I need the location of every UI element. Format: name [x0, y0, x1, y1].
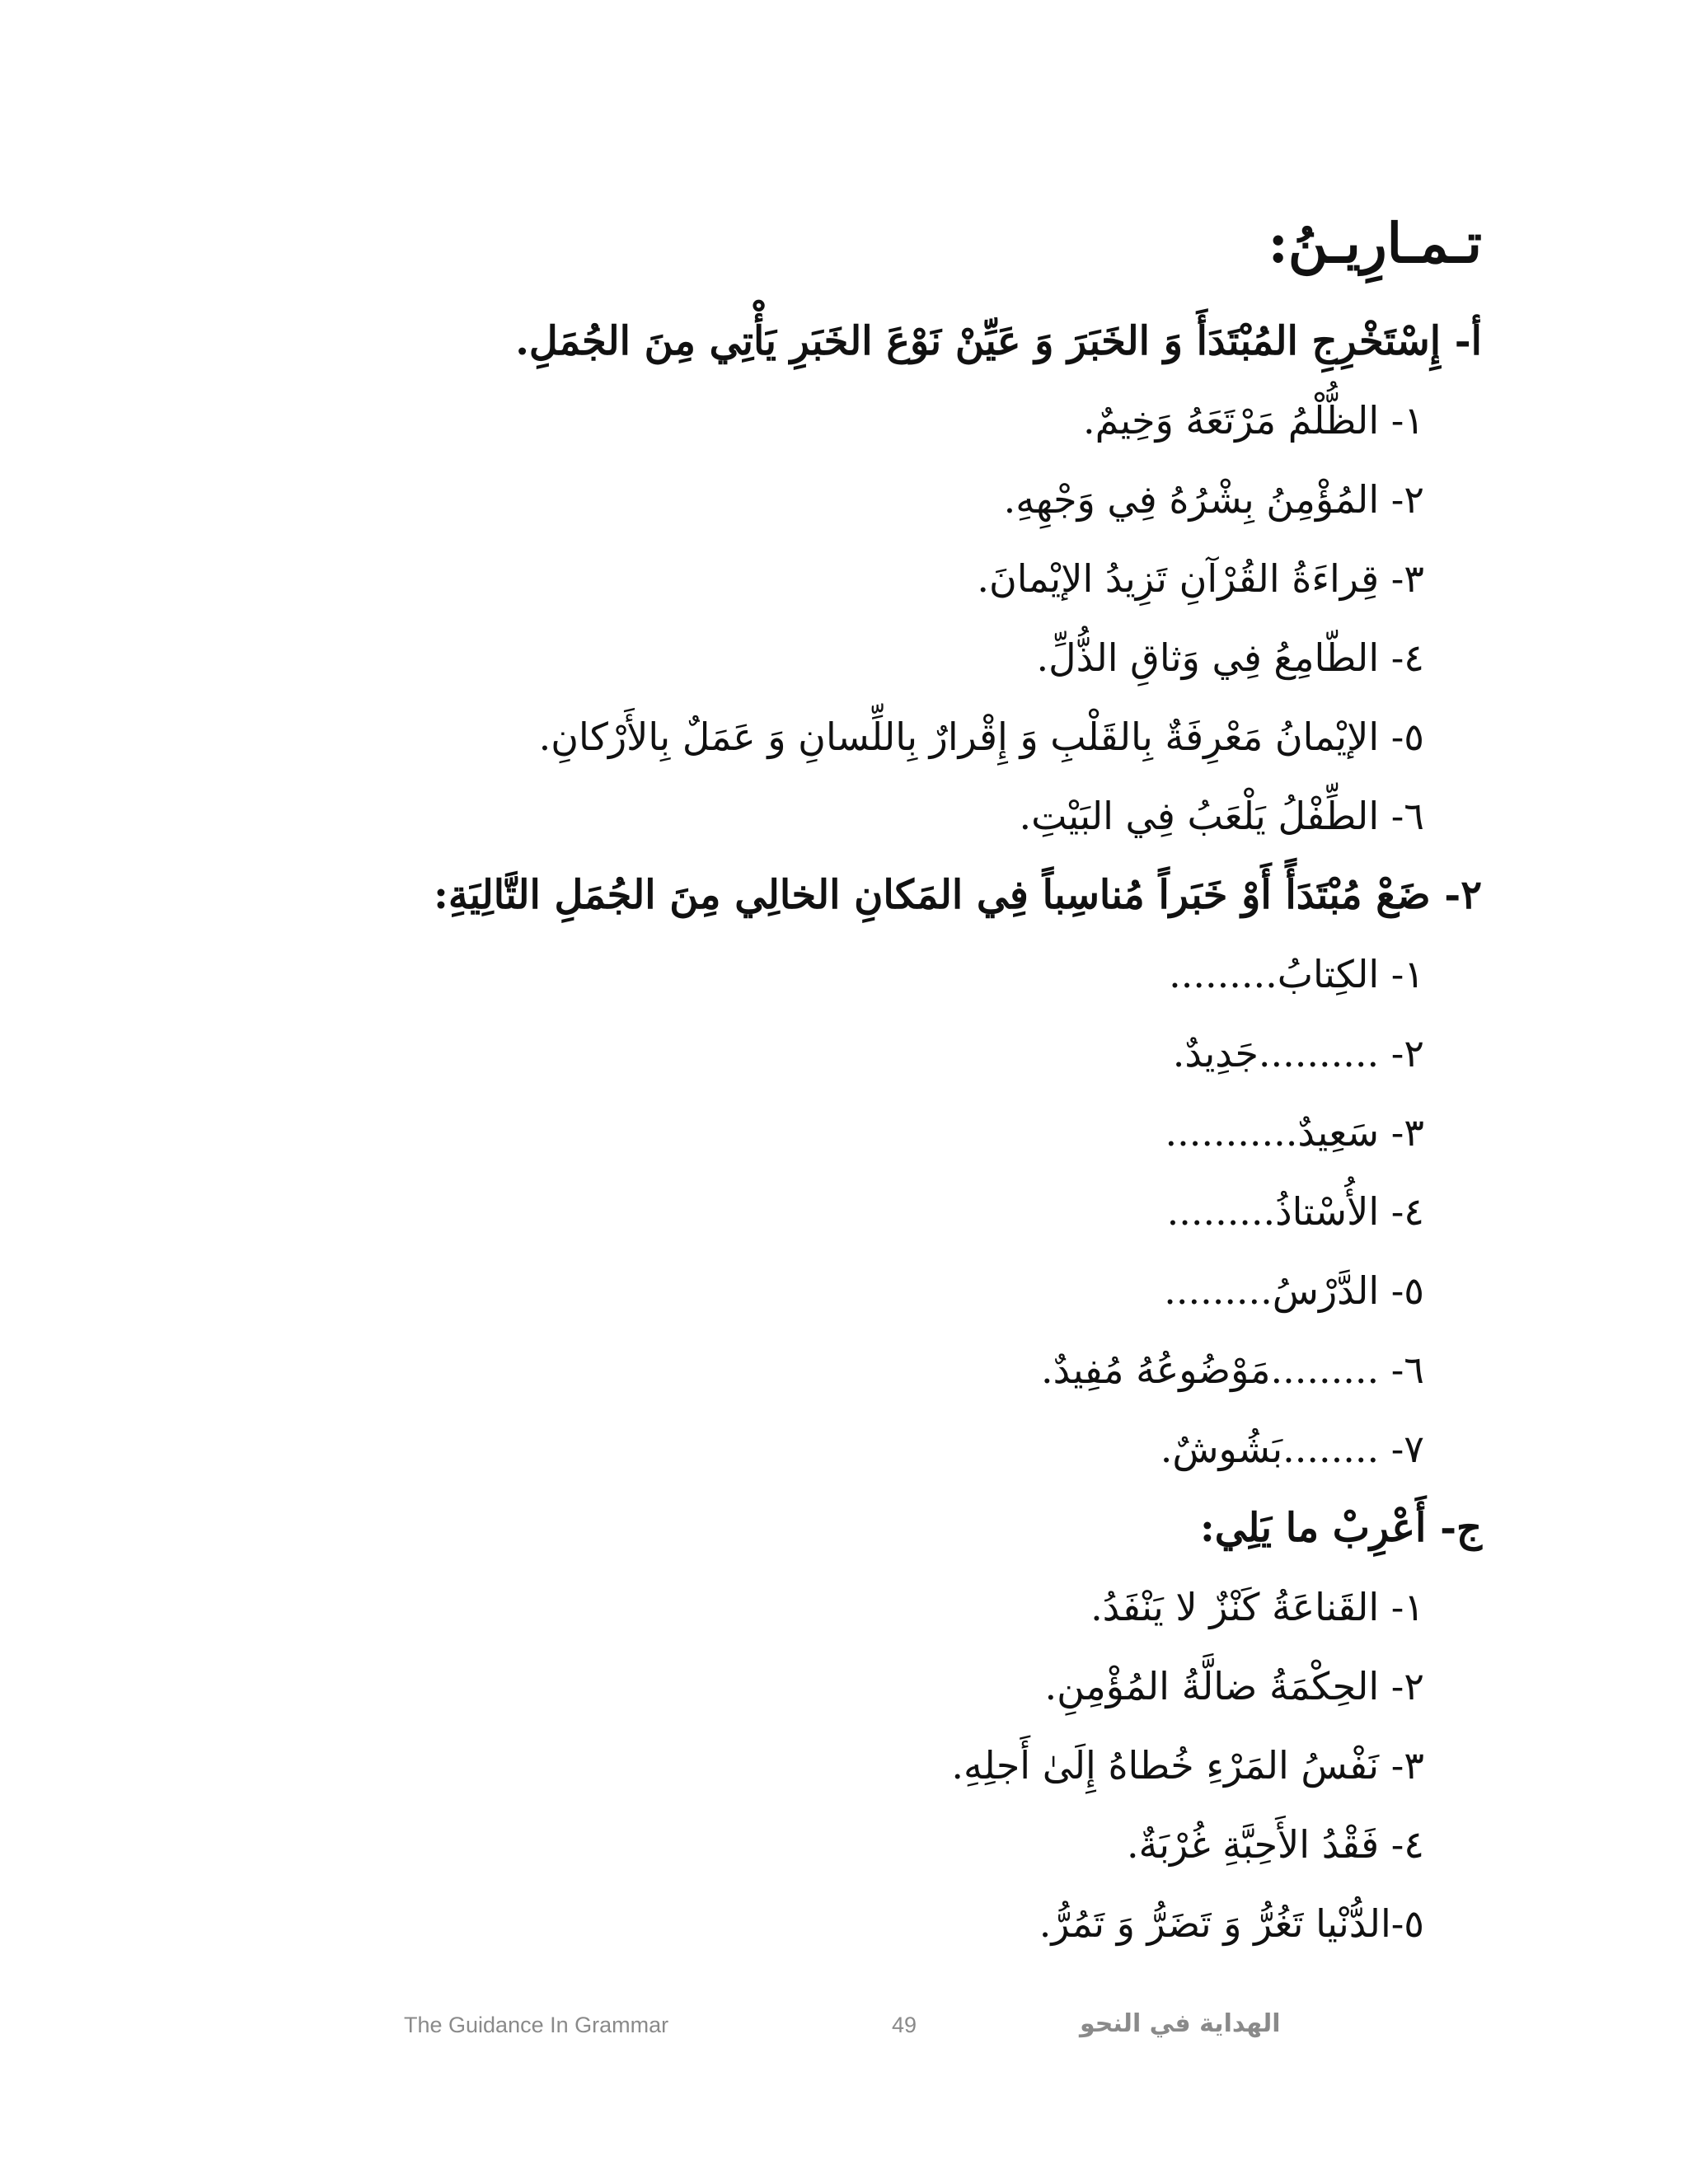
section-parse: [163, 1488, 1482, 1963]
exercise-item: ٤- الأُسْتاذُ.........: [1166, 1189, 1424, 1234]
exercise-item: ١- الكِتابُ.........: [1169, 952, 1424, 996]
exercise-item: ١- الظُّلْمُ مَرْتَعَهُ وَخِيمٌ.: [1083, 398, 1424, 443]
exercise-item: ٣- قِراءَةُ القُرْآنِ تَزِيدُ الإيْمانَ.: [977, 556, 1424, 601]
exercise-item: ٢- ..........جَدِيدٌ.: [1172, 1031, 1424, 1076]
footer-book-title-english: The Guidance In Grammar: [404, 2013, 669, 2037]
exercise-item: ٤- الطّامِعُ فِي وَثاقِ الذُّلِّ.: [1036, 635, 1424, 680]
exercise-list: [163, 935, 1482, 1488]
section-heading: أ- إِسْتَخْرِجِ المُبْتَدَأَ وَ الخَبَرَ وَ عَيِّنْ نَوْعَ الخَبَرِ يَأْتِي مِنَ الجُمَلِ.: [515, 318, 1482, 364]
exercise-item: ٧- ........بَشُوشٌ.: [1160, 1427, 1424, 1471]
exercise-item: ٤- فَقْدُ الأَحِبَّةِ غُرْبَةٌ.: [1126, 1822, 1424, 1867]
exercise-item: ٦- .........مَوْضُوعُهُ مُفِيدٌ.: [1041, 1347, 1424, 1392]
exercise-item: ٢- المُؤْمِنُ بِشْرُهُ فِي وَجْهِهِ.: [1003, 477, 1424, 522]
exercise-item: ٥- الدَّرْسُ.........: [1164, 1268, 1424, 1313]
section-heading: ٢- ضَعْ مُبْتَدَأً أَوْ خَبَراً مُناسِباً فِي المَكانِ الخالِي مِنَ الجُمَلِ التَّالِيَةِ:: [434, 872, 1482, 918]
exercise-item: ٢- الحِكْمَةُ ضالَّةُ المُؤْمِنِ.: [1044, 1664, 1424, 1708]
exercise-item: ٣- سَعِيدٌ...........: [1165, 1110, 1424, 1155]
section-heading: ج- أَعْرِبْ ما يَلِي:: [1200, 1505, 1482, 1551]
exercise-item: ٣- نَفْسُ المَرْءِ خُطاهُ إِلَىٰ أَجلِهِ.: [951, 1743, 1424, 1788]
footer-book-title-arabic: الهداية في النحو: [1080, 2009, 1281, 2038]
page-title: تـمـارِيـنُ:: [1268, 211, 1482, 275]
page-number: 49: [892, 2013, 917, 2037]
exercise-list: [163, 1568, 1482, 1963]
exercise-item: ٥- الإيْمانُ مَعْرِفَةٌ بِالقَلْبِ وَ إِقْرارٌ بِاللِّسانِ وَ عَمَلٌ بِالأَرْكانِ.: [538, 715, 1424, 759]
exercise-list: [163, 381, 1482, 855]
exercise-item: ٦- الطِّفْلُ يَلْعَبُ فِي البَيْتِ.: [1019, 794, 1424, 838]
page-footer: [0, 2009, 1688, 2046]
exercise-item: ٥-الدُّنْيا تَغُرُّ وَ تَضَرُّ وَ تَمُرُّ.: [1039, 1901, 1424, 1946]
page-content: [163, 198, 1482, 1963]
exercise-item: ١- القَناعَةُ كَنْزٌ لا يَنْفَدُ.: [1090, 1585, 1424, 1629]
section-fill-blank: [163, 855, 1482, 1488]
section-extract: [163, 302, 1482, 855]
